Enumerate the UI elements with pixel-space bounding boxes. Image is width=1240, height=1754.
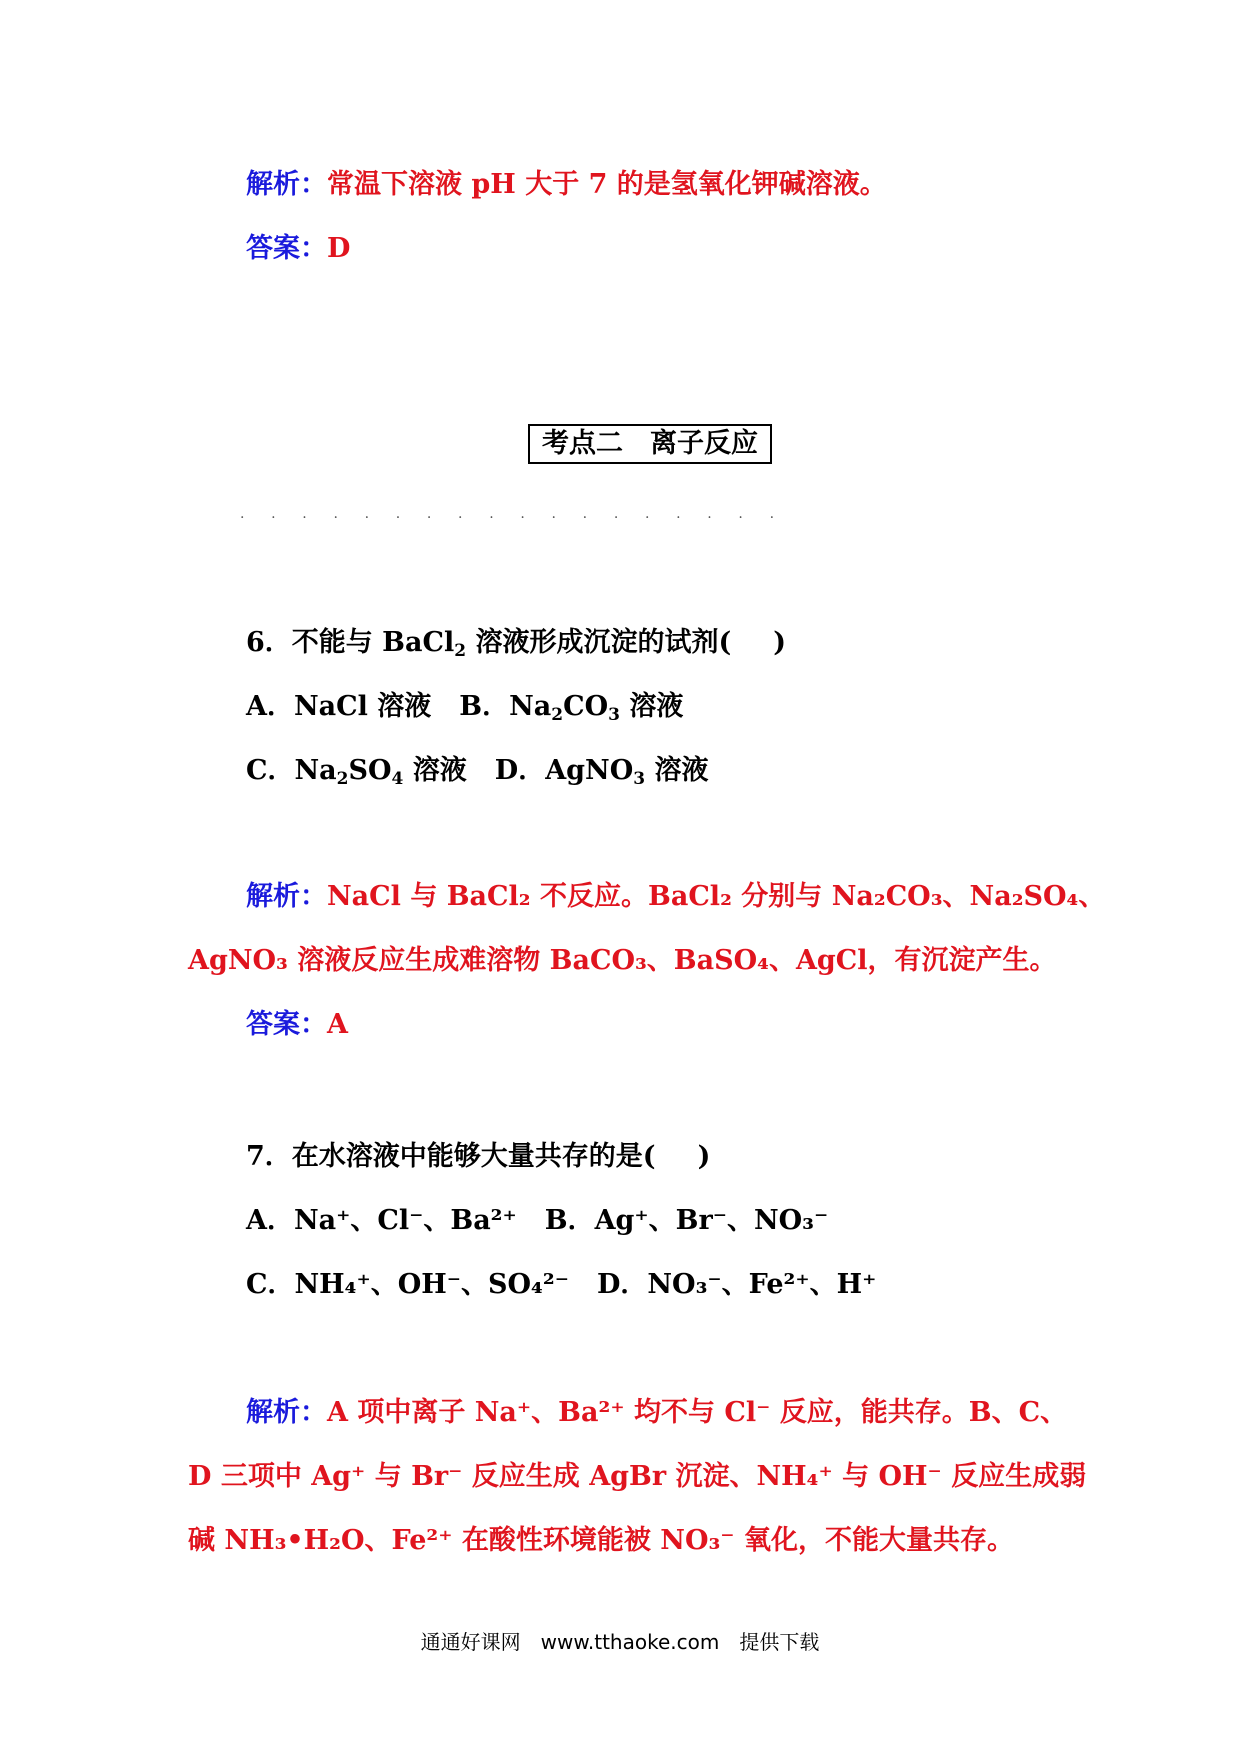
q7-analysis-text: A 项中离子 Na⁺、Ba²⁺ 均不与 Cl⁻ 反应，能共存。B、C、	[327, 1397, 1068, 1428]
q7-stem-text: 7．在水溶液中能够大量共存的是(	[246, 1141, 656, 1172]
q6-stem-close: )	[773, 627, 787, 658]
q7-option-d: D．NO₃⁻、Fe²⁺、H⁺	[596, 1269, 877, 1300]
prev-analysis	[246, 168, 887, 202]
answer-value: D	[327, 233, 351, 264]
q6-answer	[246, 1008, 348, 1042]
q6-stem-sub: 2	[454, 641, 467, 661]
q7-stem-close: )	[697, 1141, 711, 1172]
q6-stem	[246, 626, 786, 660]
answer-label: 答案：	[246, 233, 327, 264]
q6-stem-suffix: 溶液形成沉淀的试剂(	[466, 627, 732, 658]
page-footer: 通通好课网 www.tthaoke.com 提供下载	[420, 1630, 820, 1654]
analysis-text: 常温下溶液 pH 大于 7 的是氢氧化钾碱溶液。	[327, 169, 887, 200]
q6-options-ab	[246, 690, 683, 724]
q6-analysis-line1	[246, 880, 1105, 914]
q7-option-b: B．Ag⁺、Br⁻、NO₃⁻	[544, 1205, 829, 1236]
q7-analysis-line2: D 三项中 Ag⁺ 与 Br⁻ 反应生成 AgBr 沉淀、NH₄⁺ 与 OH⁻ 反应生成弱	[188, 1461, 1087, 1492]
q7-options-ab	[246, 1204, 828, 1238]
q6-options-cd	[246, 754, 709, 788]
analysis-label: 解析：	[246, 169, 327, 200]
answer-label: 答案：	[246, 1009, 327, 1040]
answer-value: A	[327, 1009, 348, 1040]
analysis-label: 解析：	[246, 881, 327, 912]
prev-answer	[246, 232, 350, 266]
analysis-label: 解析：	[246, 1397, 327, 1428]
q7-analysis-line3: 碱 NH₃•H₂O、Fe²⁺ 在酸性环境能被 NO₃⁻ 氧化，不能大量共存。	[188, 1525, 1014, 1556]
q7-options-cd	[246, 1268, 876, 1302]
q6-option-c: C．$Na_2SO_4$ 溶液	[246, 755, 467, 789]
q6-option-d: D．AgNO$_3$ 溶液	[494, 755, 709, 789]
q7-analysis-line1	[246, 1396, 1067, 1430]
section-title: 考点二 离子反应	[528, 424, 772, 464]
dotted-separator: . . . . . . . . . . . . . . . . . .	[240, 506, 775, 522]
q6-option-a: A．NaCl 溶液	[246, 691, 432, 722]
q7-option-a: A．Na⁺、Cl⁻、Ba²⁺	[246, 1205, 517, 1236]
q7-stem	[246, 1140, 710, 1174]
q6-analysis-text: NaCl 与 BaCl₂ 不反应。BaCl₂ 分别与 Na₂CO₃、Na₂SO₄、	[327, 881, 1106, 912]
q6-stem-prefix: 6．不能与 BaCl	[246, 627, 455, 658]
q6-analysis-line2: AgNO₃ 溶液反应生成难溶物 BaCO₃、BaSO₄、AgCl，有沉淀产生。	[188, 945, 1057, 976]
q7-option-c: C．NH₄⁺、OH⁻、SO₄²⁻	[246, 1269, 569, 1300]
q6-option-b: B．$Na_2CO_3$ 溶液	[459, 691, 684, 725]
